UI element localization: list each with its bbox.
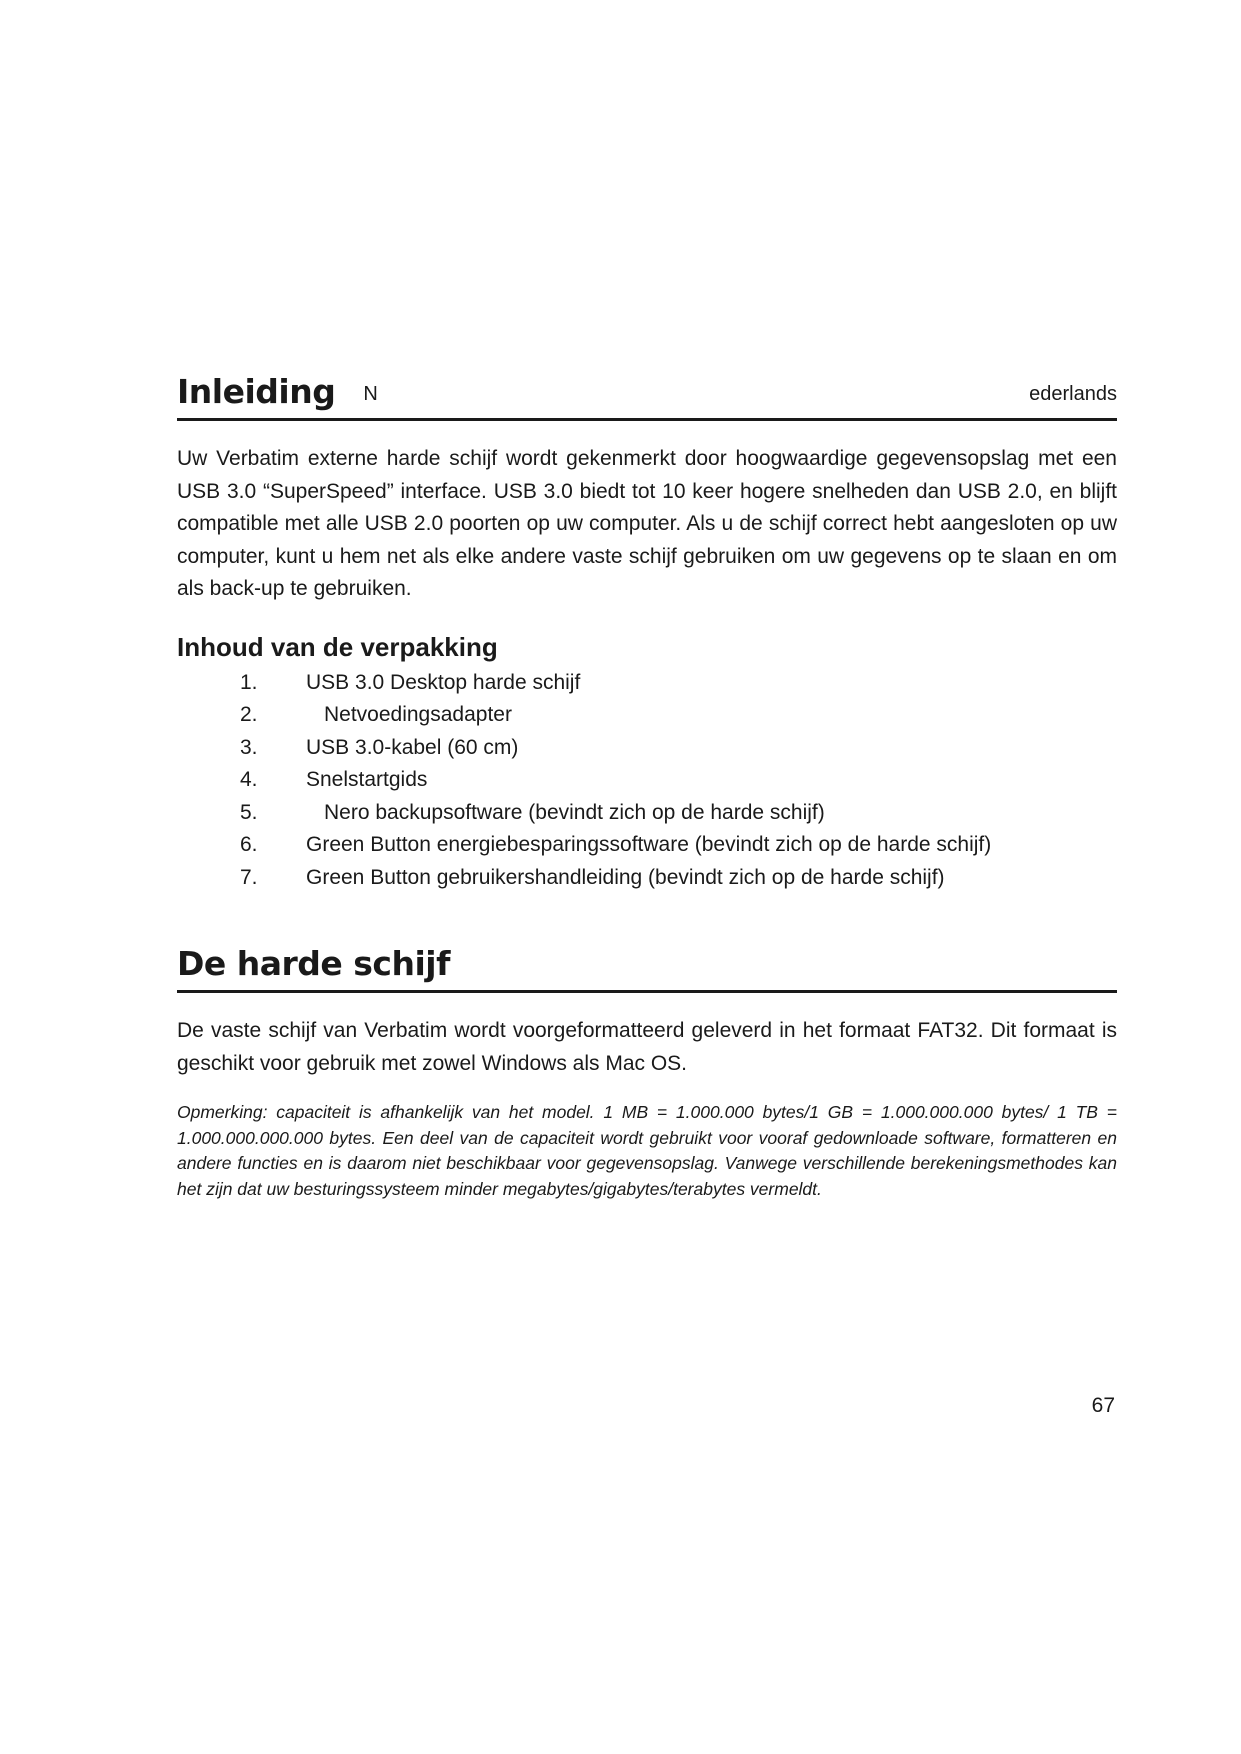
page-content bbox=[177, 372, 1117, 1202]
list-item-text: USB 3.0-kabel (60 cm) bbox=[306, 735, 519, 759]
list-item-number: 4. bbox=[240, 768, 258, 792]
page-number: 67 bbox=[1091, 1394, 1115, 1417]
list-item bbox=[177, 862, 1117, 895]
harde-schijf-title: De harde schijf bbox=[177, 944, 450, 984]
list-item bbox=[177, 764, 1117, 797]
list-item-text: USB 3.0 Desktop harde schijf bbox=[306, 670, 581, 694]
list-item-text: Green Button gebruikershandleiding (bevindt zich op de harde schijf) bbox=[306, 865, 945, 889]
list-item bbox=[177, 699, 1117, 732]
language-label-suffix: ederlands bbox=[1029, 383, 1117, 405]
language-label-prefix: N bbox=[363, 383, 378, 405]
list-item bbox=[177, 667, 1117, 700]
list-item-number: 3. bbox=[240, 735, 258, 759]
harde-schijf-header bbox=[177, 944, 1117, 993]
list-item-text: Netvoedingsadapter bbox=[324, 703, 512, 727]
list-item bbox=[177, 732, 1117, 765]
list-item-number: 1. bbox=[240, 670, 258, 694]
inleiding-title-group bbox=[177, 372, 378, 411]
harde-schijf-section bbox=[177, 944, 1117, 1202]
inleiding-header bbox=[177, 372, 1117, 421]
harde-schijf-paragraph: De vaste schijf van Verbatim wordt voorgeformatteerd geleverd in het formaat FAT32. Dit formaat is geschikt voor gebruik met zowel Windows als Mac OS. bbox=[177, 1019, 1117, 1075]
capacity-note: Opmerking: capaciteit is afhankelijk van het model. 1 MB = 1.000.000 bytes/1 GB = 1.000.000.000 bytes/ 1 TB = 1.000.000.000.000 bytes. Een deel van de capaciteit wordt gebruikt voor vooraf gedownloade software, formatteren en andere functies en is daarom niet beschikbaar voor gegevensopslag. Vanwege verschillende berekeningsmethodes kan het zijn dat uw besturingssysteem minder megabytes/gigabytes/terabytes vermeldt. bbox=[177, 1102, 1117, 1199]
contents-heading: Inhoud van de verpakking bbox=[177, 631, 498, 662]
list-item-number: 5. bbox=[240, 800, 258, 824]
list-item-text: Green Button energiebesparingssoftware (bevindt zich op de harde schijf) bbox=[306, 833, 992, 857]
list-item-number: 6. bbox=[240, 833, 258, 857]
list-item-number: 2. bbox=[240, 703, 258, 727]
contents-list bbox=[177, 667, 1117, 895]
list-item-text: Nero backupsoftware (bevindt zich op de harde schijf) bbox=[324, 800, 825, 824]
list-item bbox=[177, 829, 1117, 862]
list-item-text: Snelstartgids bbox=[306, 768, 428, 792]
inleiding-title: Inleiding bbox=[177, 372, 336, 411]
inleiding-paragraph: Uw Verbatim externe harde schijf wordt gekenmerkt door hoogwaardige gegevensopslag met een USB 3.0 “SuperSpeed” interface. USB 3.0 biedt tot 10 keer hogere snelheden dan USB 2.0, en blijft compatible met alle USB 2.0 poorten op uw computer. Als u de schijf correct hebt aangesloten op uw computer, kunt u hem net als elke andere vaste schijf gebruiken om uw gegevens op te slaan en om als back-up te gebruiken. bbox=[177, 447, 1117, 600]
list-item bbox=[177, 797, 1117, 830]
list-item-number: 7. bbox=[240, 865, 258, 889]
